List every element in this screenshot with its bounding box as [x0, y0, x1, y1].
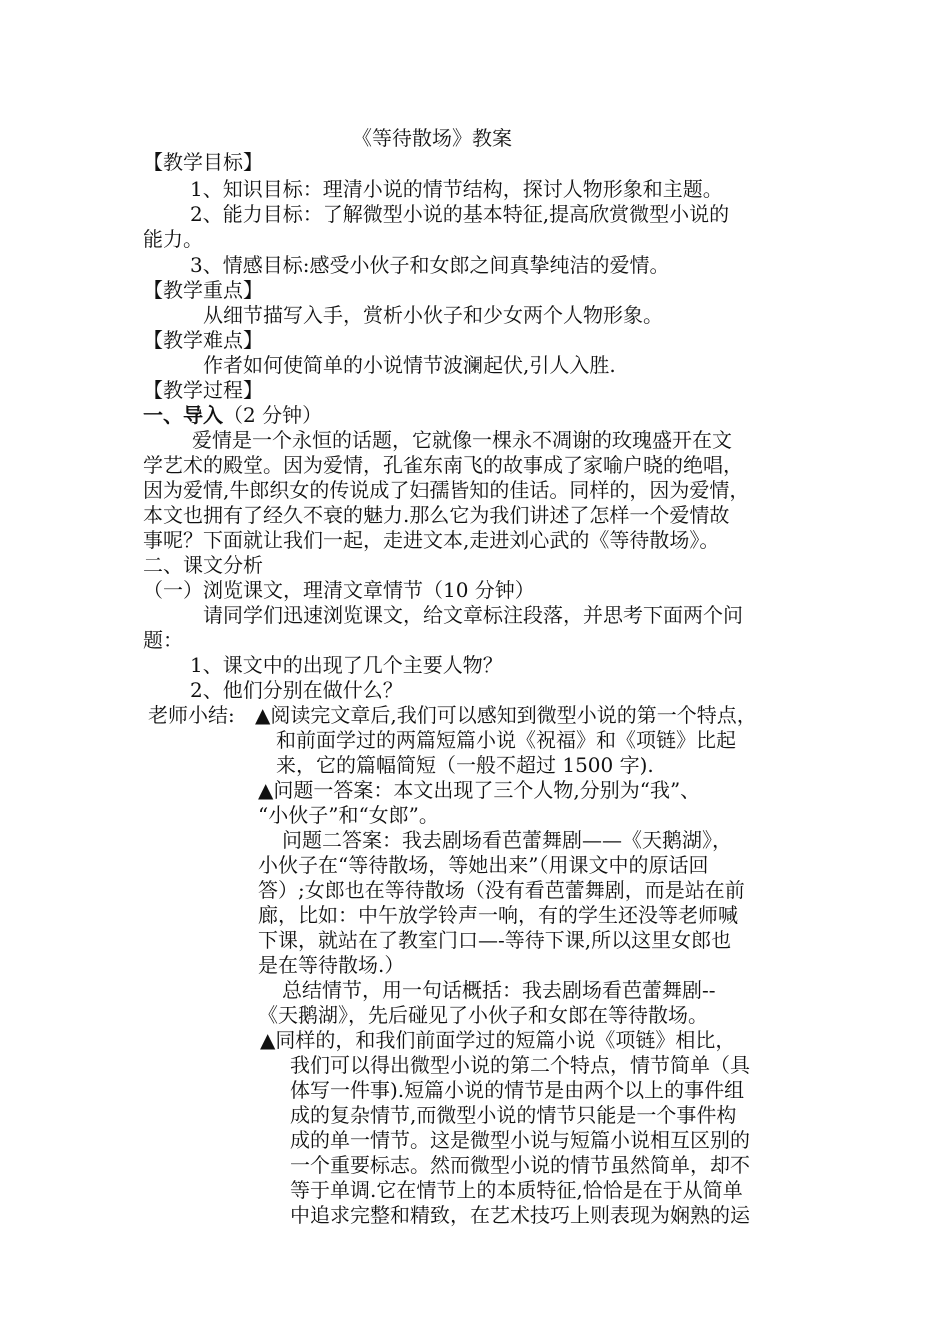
intro-paragraph-line: 因为爱情,牛郎织女的传说成了妇孺皆知的佳话。同样的，因为爱情，	[143, 478, 750, 502]
intro-paragraph-line: 爱情是一个永恒的话题，它就像一棵永不凋谢的玫瑰盛开在文	[192, 428, 732, 452]
goal-knowledge: 1、知识目标：理清小说的情节结构，探讨人物形象和主题。	[190, 177, 723, 201]
plot-summary-line: 总结情节，用一句话概括：我去剧场看芭蕾舞剧--	[282, 978, 716, 1002]
question-2: 2、他们分别在做什么？	[190, 678, 403, 702]
teaching-difficulty-heading: 【教学难点】	[143, 328, 263, 352]
intro-time: （2 分钟）	[223, 403, 323, 427]
summary-point-1-line: 和前面学过的两篇短篇小说《祝福》和《项链》比起	[276, 728, 736, 752]
summary-point-3-line: 我们可以得出微型小说的第二个特点，情节简单（具	[290, 1053, 750, 1077]
intro-paragraph-line: 事呢？下面就让我们一起，走进文本,走进刘心武的《等待散场》。	[143, 528, 720, 552]
teaching-process-heading: 【教学过程】	[143, 378, 263, 402]
intro-label: 一、导入	[143, 403, 223, 427]
answer-2-line: 问题二答案：我去剧场看芭蕾舞剧——《天鹅湖》，	[282, 828, 732, 852]
browse-subheading: （一）浏览课文，理清文章情节（10 分钟）	[143, 578, 535, 602]
summary-point-3-line: ▲同样的，和我们前面学过的短篇小说《项链》相比，	[260, 1028, 736, 1052]
intro-paragraph-line: 学艺术的殿堂。因为爱情，孔雀东南飞的故事成了家喻户晓的绝唱，	[143, 453, 743, 477]
goal-emotion: 3、情感目标:感受小伙子和女郎之间真挚纯洁的爱情。	[190, 253, 670, 277]
summary-point-3-line: 一个重要标志。然而微型小说的情节虽然简单，却不	[290, 1153, 750, 1177]
goal-ability-line1: 2、能力目标：了解微型小说的基本特征,提高欣赏微型小说的	[190, 202, 730, 226]
goal-ability-line2: 能力。	[143, 227, 203, 251]
answer-2-line: 小伙子在“等待散场，等她出来”（用课文中的原话回	[258, 853, 709, 877]
summary-point-2-line: ▲问题一答案：本文出现了三个人物,分别为“我”、	[258, 778, 701, 802]
summary-point-3-line: 体写一件事).短篇小说的情节是由两个以上的事件组	[290, 1078, 745, 1102]
answer-2-line: 廊，比如：中午放学铃声一响，有的学生还没等老师喊	[258, 903, 738, 927]
teaching-focus-heading: 【教学重点】	[143, 278, 263, 302]
summary-point-1-line: 来，它的篇幅简短（一般不超过 1500 字).	[276, 753, 654, 777]
teaching-focus-text: 从细节描写入手，赏析小伙子和少女两个人物形象。	[203, 303, 663, 327]
summary-point-3-line: 成的复杂情节,而微型小说的情节只能是一个事件构	[290, 1103, 737, 1127]
teaching-goals-heading: 【教学目标】	[143, 150, 263, 174]
summary-point-1-line: ▲阅读完文章后,我们可以感知到微型小说的第一个特点，	[255, 703, 757, 727]
document-title: 《等待散场》教案	[352, 126, 512, 150]
summary-point-3-line: 等于单调.它在情节上的本质特征,恰恰是在于从简单	[290, 1178, 743, 1202]
answer-2-line: 是在等待散场.）	[258, 953, 405, 977]
plot-summary-line: 《天鹅湖》，先后碰见了小伙子和女郎在等待散场。	[258, 1003, 708, 1027]
question-1: 1、课文中的出现了几个主要人物？	[190, 653, 503, 677]
teacher-summary-label: 老师小结:	[148, 703, 235, 727]
intro-heading	[143, 403, 322, 428]
intro-paragraph-line: 本文也拥有了经久不衰的魅力.那么它为我们讲述了怎样一个爱情故	[143, 503, 730, 527]
text-analysis-heading: 二、课文分析	[143, 553, 263, 577]
browse-task-line2: 题：	[143, 628, 183, 652]
answer-2-line: 答）;女郎也在等待散场（没有看芭蕾舞剧，而是站在前	[258, 878, 745, 902]
summary-point-3-line: 成的单一情节。这是微型小说与短篇小说相互区别的	[290, 1128, 750, 1152]
summary-point-3-line: 中追求完整和精致，在艺术技巧上则表现为娴熟的运	[290, 1203, 750, 1227]
teaching-difficulty-text: 作者如何使简单的小说情节波澜起伏,引人入胜.	[203, 353, 616, 377]
browse-task-line1: 请同学们迅速浏览课文，给文章标注段落，并思考下面两个问	[203, 603, 743, 627]
answer-2-line: 下课，就站在了教室门口—-等待下课,所以这里女郎也	[258, 928, 732, 952]
summary-point-2-line: “小伙子”和“女郎”。	[258, 803, 439, 827]
